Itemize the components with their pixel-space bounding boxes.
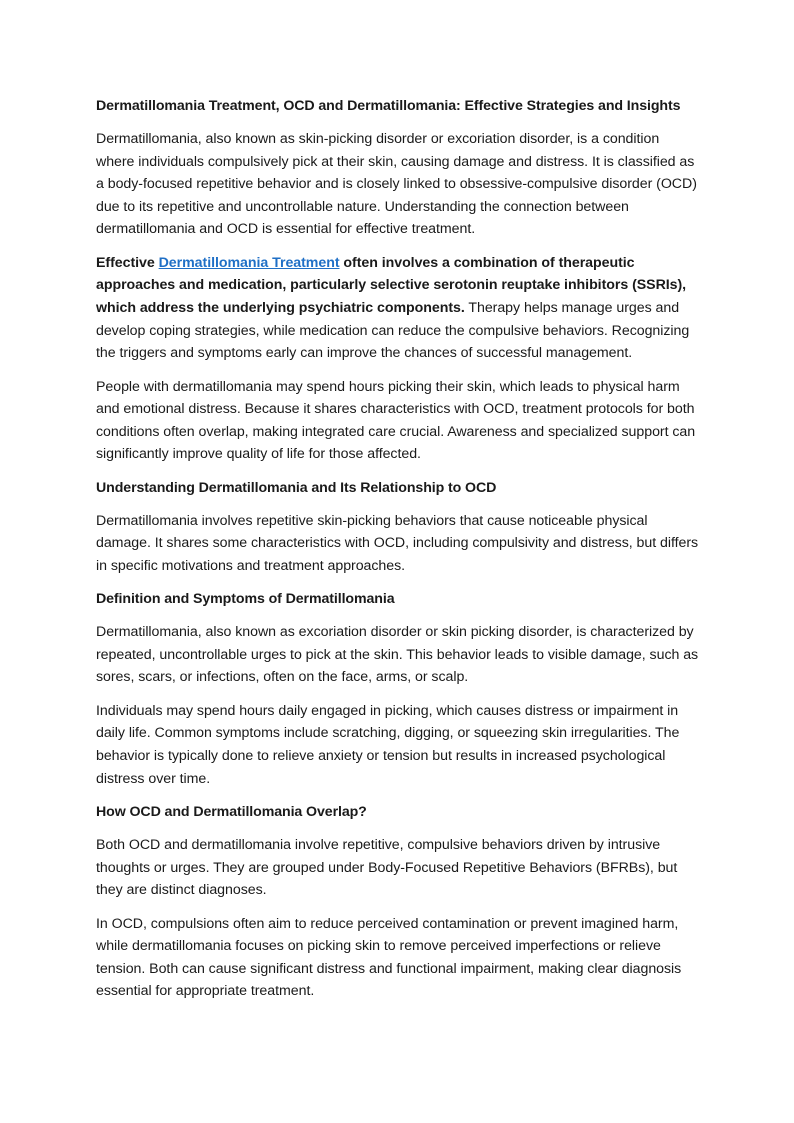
- section-heading-relationship: Understanding Dermatillomania and Its Relationship to OCD: [96, 479, 497, 496]
- intro-p2-bold-lead: Effective: [96, 254, 155, 271]
- section-definition-paragraph-2: Individuals may spend hours daily engaged in picking, which causes distress or impairment in daily life. Common symptoms include scratching, digging, or squeezing skin irregularities. The behavior is typically done to relieve anxiety or tension but results in increased psychological distress over time.: [96, 702, 680, 787]
- section-relationship-paragraph: Dermatillomania involves repetitive skin-picking behaviors that cause noticeable physical damage. It shares some characteristics with OCD, including compulsivity and distress, but differs in specific motivations and treatment approaches.: [96, 512, 699, 574]
- document-page: [96, 95, 700, 1014]
- section-overlap-paragraph-1: Both OCD and dermatillomania involve repetitive, compulsive behaviors driven by intrusive thoughts or urges. They are grouped under Body-Focused Repetitive Behaviors (BFRBs), but they are distinct diagnoses.: [96, 837, 678, 899]
- intro-paragraph-2: [96, 252, 700, 365]
- intro-paragraph-1: Dermatillomania, also known as skin-picking disorder or excoriation disorder, is a condition where individuals compulsively pick at their skin, causing damage and distress. It is classified as a body-focused repetitive behavior and is closely linked to obsessive-compulsive disorder (OCD) due to its repetitive and uncontrollable nature. Understanding the connection between dermatillomania and OCD is essential for effective treatment.: [96, 131, 697, 238]
- section-heading-definition: Definition and Symptoms of Dermatillomania: [96, 591, 395, 608]
- intro-paragraph-3: People with dermatillomania may spend hours picking their skin, which leads to physical harm and emotional distress. Because it shares characteristics with OCD, treatment protocols for both conditions often overlap, making integrated care crucial. Awareness and specialized support can significantly improve quality of life for those affected.: [96, 378, 696, 463]
- document-title: Dermatillomania Treatment, OCD and Dermatillomania: Effective Strategies and Insights: [96, 98, 681, 114]
- intro-p2-rest: Therapy helps manage urges and develop coping strategies, while medication can reduce the compulsive behaviors. Recognizing the triggers and symptoms early can improve the chances of successful management.: [96, 299, 690, 362]
- section-heading-overlap: How OCD and Dermatillomania Overlap?: [96, 804, 367, 821]
- section-definition-paragraph-1: Dermatillomania, also known as excoriation disorder or skin picking disorder, is characterized by repeated, uncontrollable urges to pick at the skin. This behavior leads to visible damage, such as sores, scars, or infections, often on the face, arms, or scalp.: [96, 624, 699, 686]
- section-overlap-paragraph-2: In OCD, compulsions often aim to reduce perceived contamination or prevent imagined harm, while dermatillomania focuses on picking skin to remove perceived imperfections or relieve tension. Both can cause significant distress and functional impairment, making clear diagnosis essential for appropriate treatment.: [96, 915, 682, 1000]
- dermatillomania-treatment-link[interactable]: Dermatillomania Treatment: [158, 254, 340, 271]
- intro-p2-bold-statement: often involves a combination of therapeutic approaches and medication, particularly selective serotonin reuptake inhibitors (SSRIs), which address the underlying psychiatric components.: [96, 254, 687, 316]
